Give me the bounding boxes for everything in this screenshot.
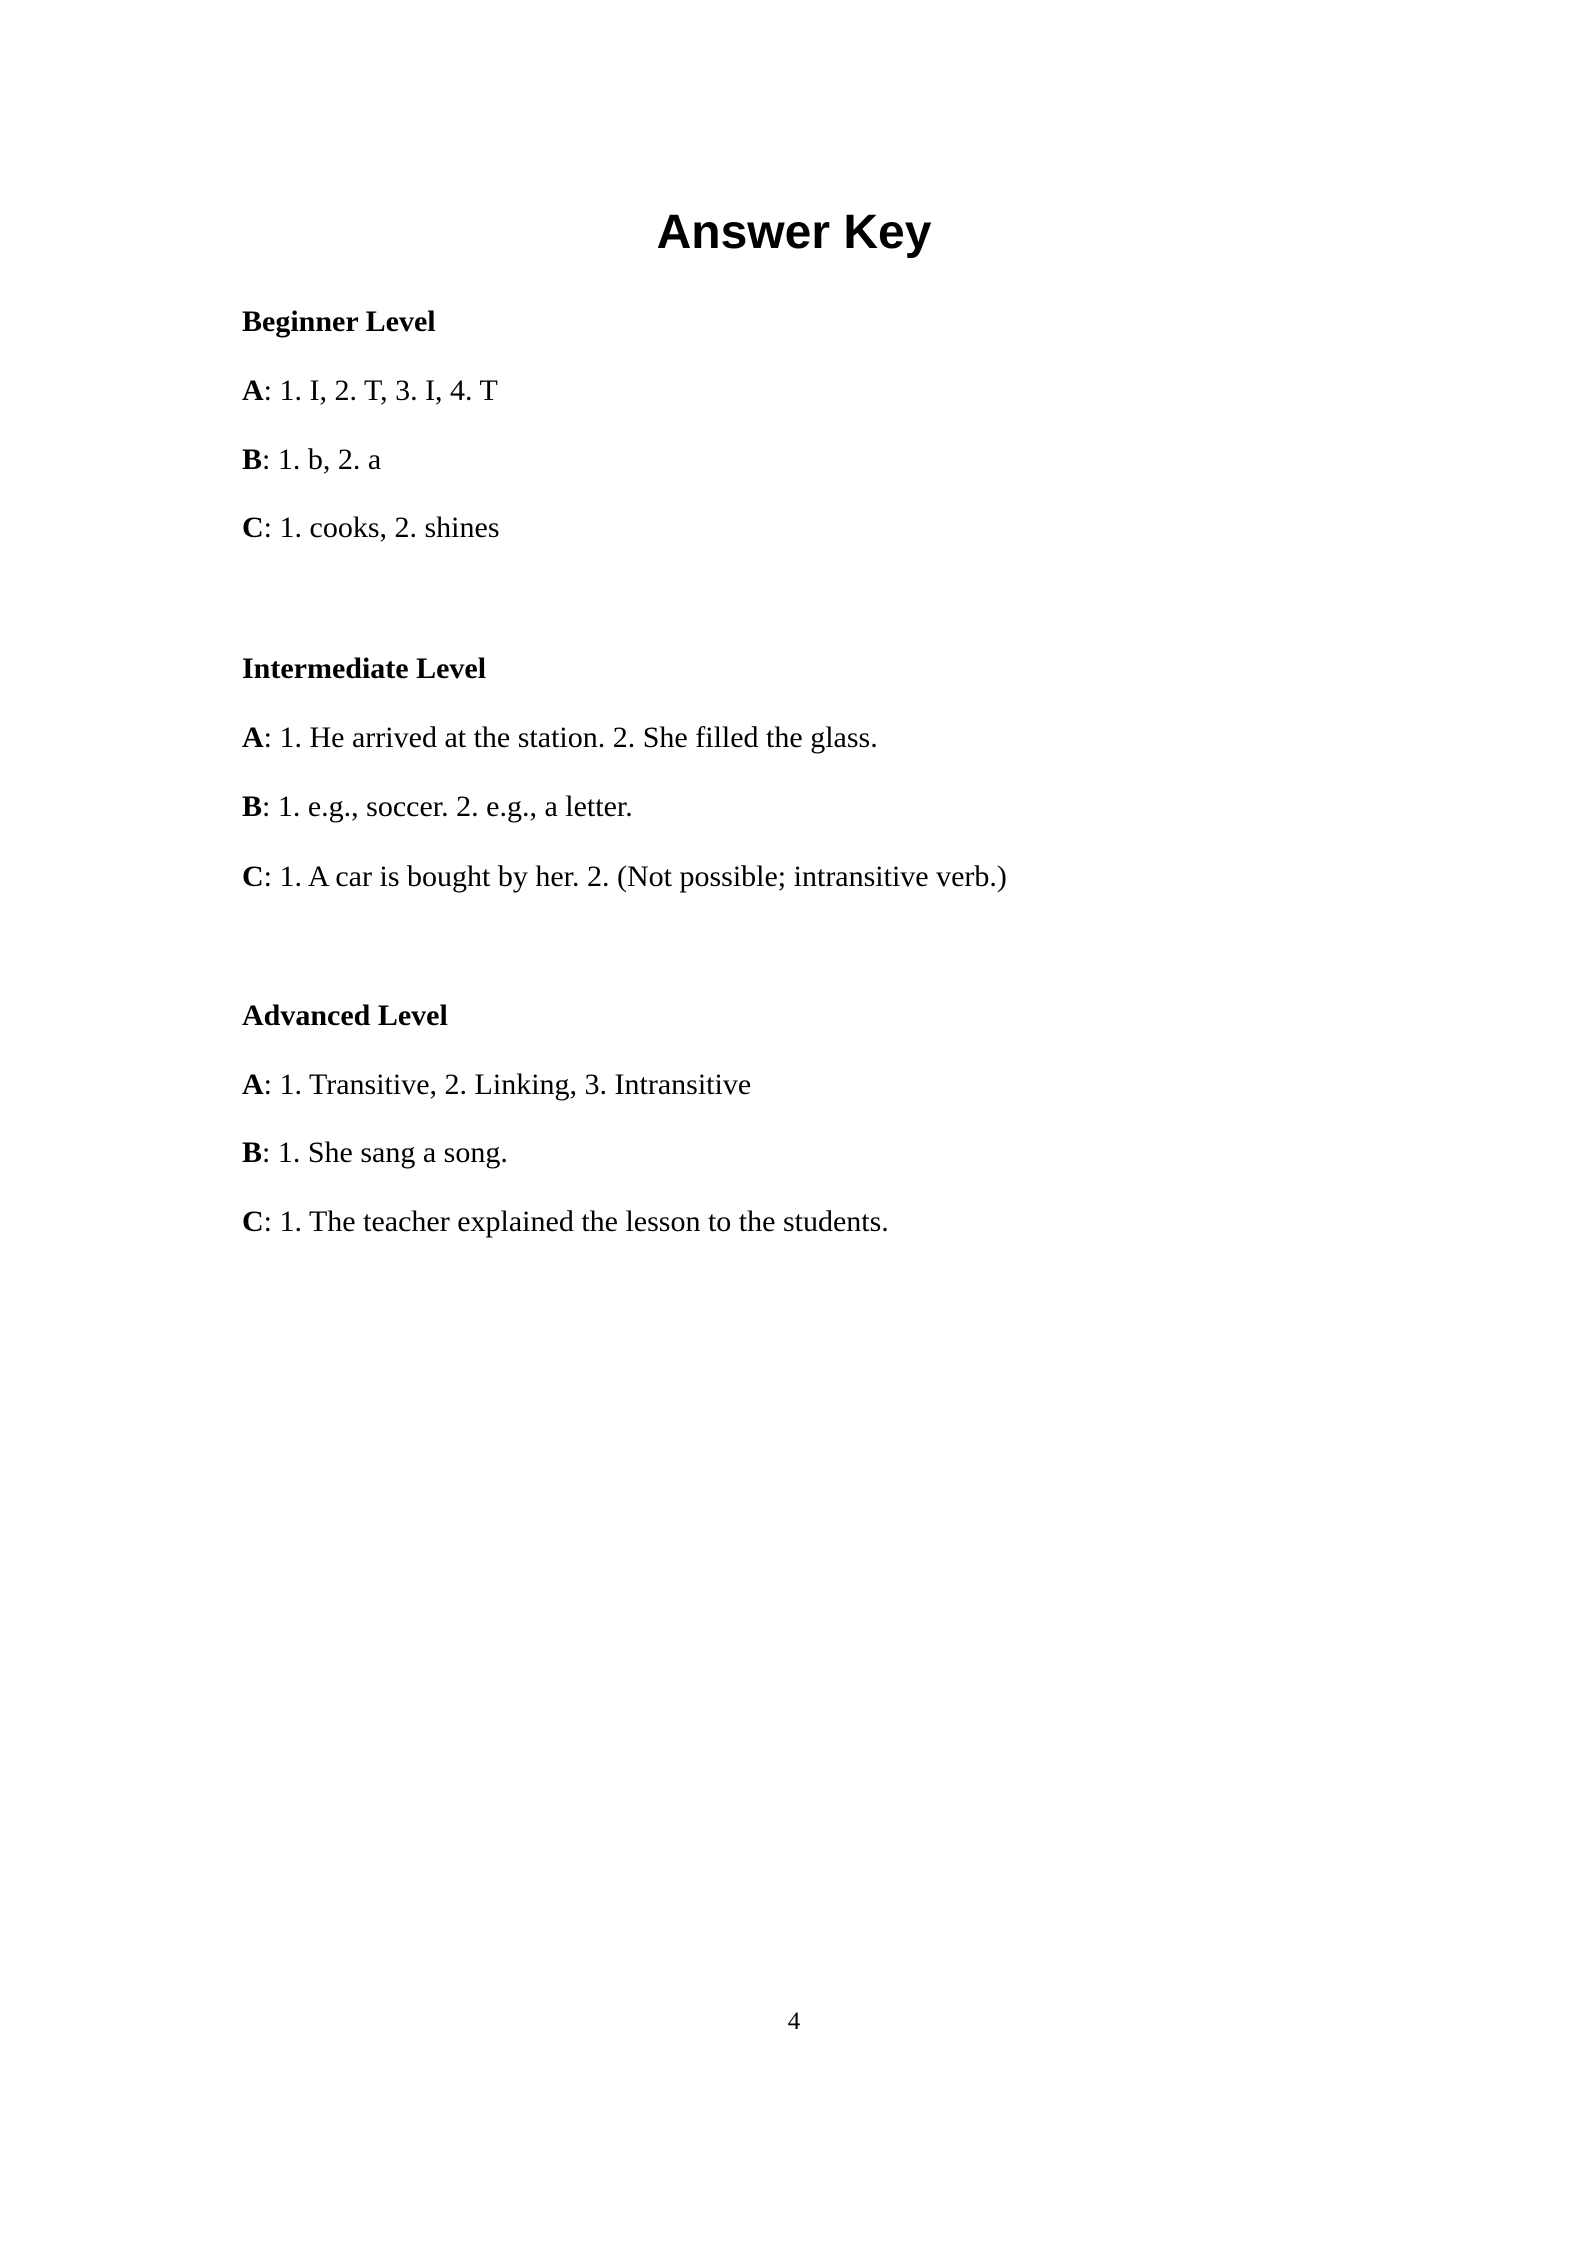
answer-label: B (242, 1136, 263, 1169)
answer-line (242, 445, 381, 475)
section-heading: Beginner Level (242, 305, 436, 338)
answer-label: A (242, 1068, 264, 1101)
page-title: Answer Key (656, 206, 932, 259)
answer-text: 1. b, 2. a (270, 443, 382, 476)
section-heading: Intermediate Level (242, 652, 487, 685)
answer-text: 1. The teacher explained the lesson to the students. (272, 1205, 889, 1238)
answer-label: C (242, 511, 264, 544)
answer-line (242, 723, 878, 753)
answer-label: B (242, 790, 263, 823)
answer-text: 1. cooks, 2. shines (272, 511, 500, 544)
answer-line (242, 1070, 751, 1100)
answer-separator: : (262, 790, 271, 823)
answer-separator: : (263, 1068, 273, 1101)
answer-separator: : (263, 511, 273, 544)
answer-label: C (242, 860, 264, 893)
answer-line (242, 792, 633, 822)
answer-text: 1. She sang a song. (270, 1136, 508, 1169)
answer-separator: : (262, 1136, 271, 1169)
answer-text: 1. He arrived at the station. 2. She filled the glass. (272, 721, 878, 754)
answer-label: A (242, 374, 264, 407)
answer-line (242, 862, 1007, 892)
answer-separator: : (262, 443, 271, 476)
page-number: 4 (787, 2008, 801, 2035)
answer-text: 1. I, 2. T, 3. I, 4. T (272, 374, 498, 407)
answer-label: A (242, 721, 264, 754)
answer-text: 1. Transitive, 2. Linking, 3. Intransitive (272, 1068, 752, 1101)
answer-separator: : (263, 1205, 273, 1238)
answer-separator: : (263, 721, 273, 754)
answer-line (242, 1207, 889, 1237)
section-heading: Advanced Level (242, 999, 448, 1032)
answer-line (242, 513, 500, 543)
answer-separator: : (263, 374, 273, 407)
answer-line (242, 1138, 508, 1168)
answer-label: B (242, 443, 263, 476)
answer-text: 1. e.g., soccer. 2. e.g., a letter. (270, 790, 633, 823)
answer-label: C (242, 1205, 264, 1238)
answer-text: 1. A car is bought by her. 2. (Not possible; intransitive verb.) (272, 860, 1007, 893)
answer-line (242, 376, 498, 406)
answer-separator: : (263, 860, 273, 893)
